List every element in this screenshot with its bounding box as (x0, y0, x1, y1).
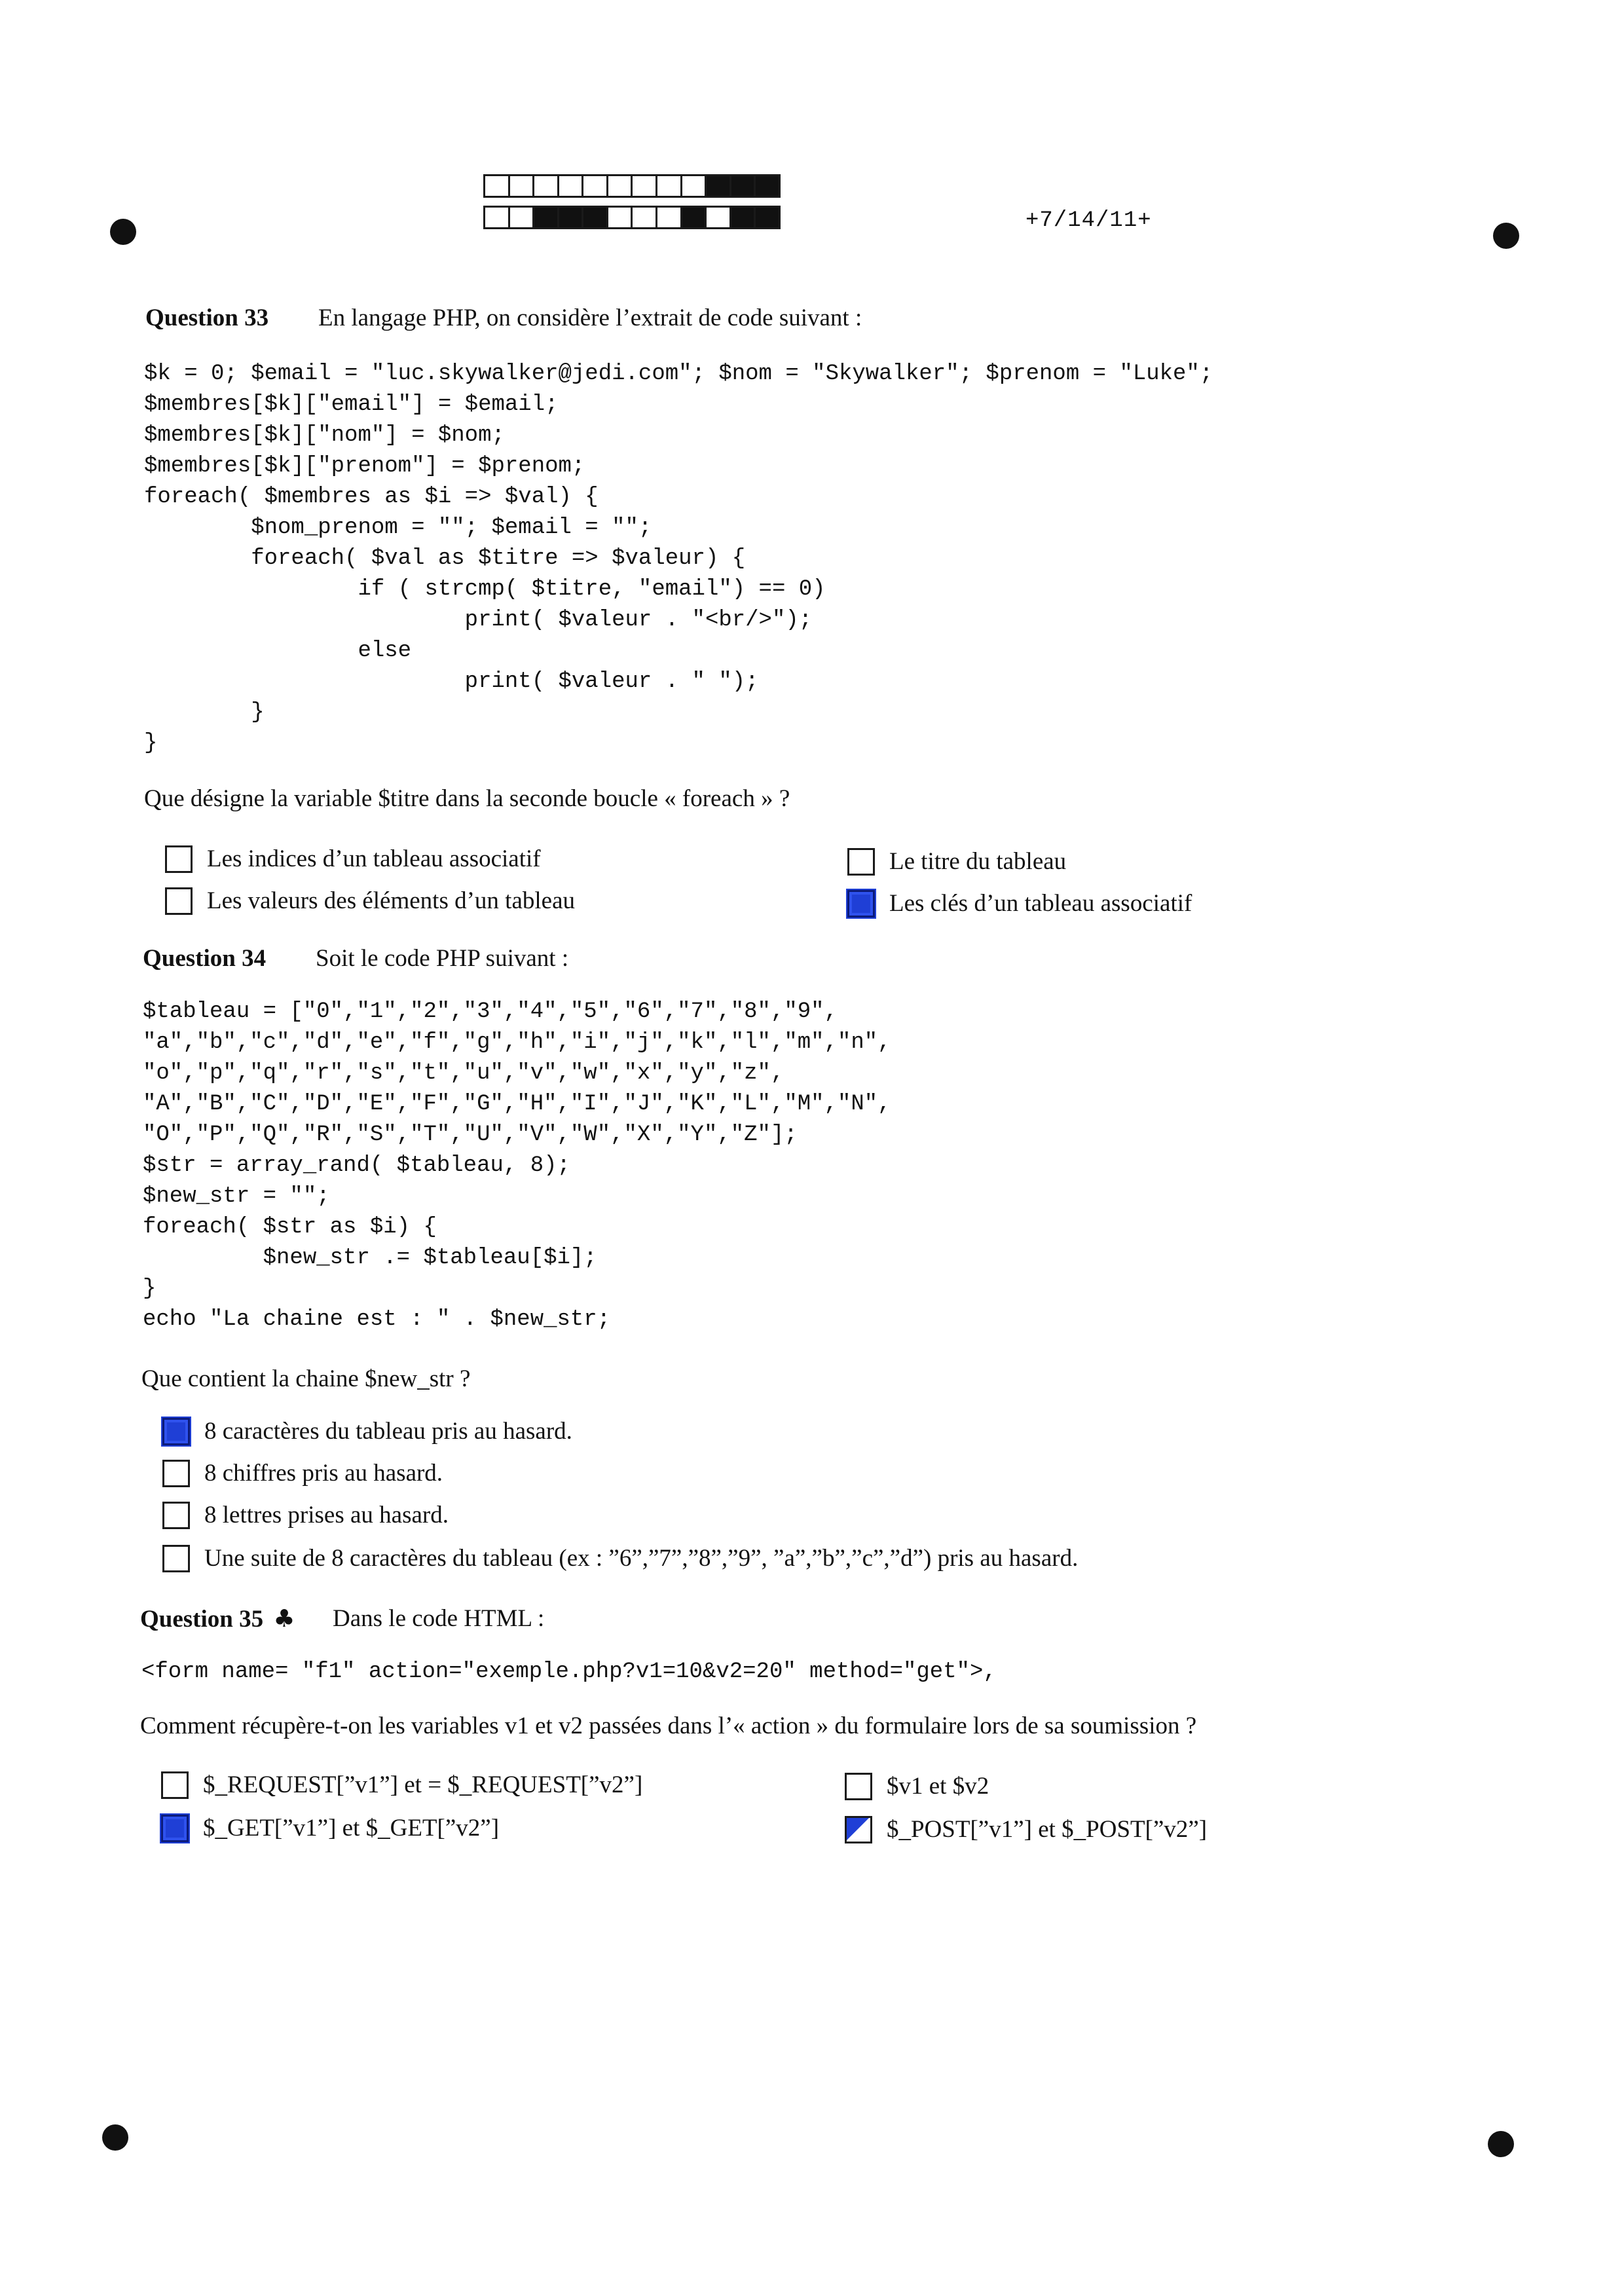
answer-checkbox[interactable] (165, 887, 193, 915)
question-35-code: <form name= "f1" action="exemple.php?v1=10&v2=20" method="get">, (141, 1659, 997, 1684)
barcode-cell (680, 174, 705, 198)
barcode-cell (532, 174, 557, 198)
option-label: Les clés d’un tableau associatif (889, 890, 1192, 917)
question-34-option-4[interactable] (162, 1544, 1078, 1572)
barcode-cell (705, 174, 729, 198)
question-35-option-1[interactable] (161, 1771, 642, 1799)
question-33-prompt: Que désigne la variable $titre dans la seconde boucle « foreach » ? (144, 785, 790, 812)
option-label: $_REQUEST[”v1”] et = $_REQUEST[”v2”] (203, 1771, 643, 1798)
barcode-cell (557, 174, 582, 198)
barcode-cell (655, 206, 680, 229)
barcode-cell (729, 174, 754, 198)
question-label: Question 35 (140, 1606, 264, 1633)
answer-checkbox[interactable] (161, 1815, 189, 1842)
question-33-code: $k = 0; $email = "luc.skywalker@jedi.com"; $nom = "Skywalker"; $prenom = "Luke"; $membres[$k]["email"] = $email; $membres[$k]["nom"] = $nom; $membres[$k]["prenom"] = $prenom; foreach( $membres as $i => $val) { $nom_prenom = ""; $email = ""; foreach( $val as $titre => $valeur) { if ( strcmp( $titre, "email") == 0) print( $valeur . "<br/>"); else print( $valeur . " "); } } (144, 361, 1213, 756)
barcode-cell (532, 206, 557, 229)
question-label: Question 34 (143, 945, 267, 972)
answer-checkbox[interactable] (847, 848, 875, 876)
answer-checkbox[interactable] (845, 1773, 872, 1800)
question-33-option-4[interactable] (847, 889, 1192, 917)
barcode-cell (754, 206, 781, 229)
question-34-code: $tableau = ["0","1","2","3","4","5","6","7","8","9", "a","b","c","d","e","f","g","h","i","j","k","l","m","n", "o","p","q","r","s","t","u","v","w","x","y","z", "A","B","C","D","E","F","G","H","I","J","K","L","M","N", "O","P","Q","R","S","T","U","V","W","X","Y","Z"]; $str = array_rand( $tableau, 8); $new_str = ""; foreach( $str as $i) { $new_str .= $tableau[$i]; } echo "La chaine est : " . $new_str; (143, 999, 891, 1332)
barcode-cell (680, 206, 705, 229)
question-33-option-3[interactable] (847, 847, 1066, 876)
question-33-option-2[interactable] (165, 887, 575, 915)
barcode-cell (508, 174, 533, 198)
barcode-cell (754, 174, 781, 198)
page-code: +7/14/11+ (1025, 208, 1152, 233)
question-34-intro: Soit le code PHP suivant : (316, 945, 569, 972)
page-barcode-row-2 (483, 206, 781, 229)
barcode-cell (655, 174, 680, 198)
question-33-title (145, 304, 268, 332)
barcode-cell (483, 174, 508, 198)
option-label: Les indices d’un tableau associatif (207, 845, 541, 872)
question-35-option-2[interactable] (161, 1814, 499, 1842)
option-label: 8 chiffres pris au hasard. (204, 1460, 443, 1487)
registration-mark-bottom-left (102, 2124, 128, 2151)
answer-checkbox[interactable] (162, 1502, 190, 1529)
barcode-cell (631, 206, 655, 229)
question-35-intro: Dans le code HTML : (333, 1605, 545, 1632)
option-label: $v1 et $v2 (887, 1773, 989, 1800)
question-35-title (140, 1604, 295, 1633)
option-label: Le titre du tableau (889, 848, 1067, 875)
option-label: $_POST[”v1”] et $_POST[”v2”] (887, 1816, 1208, 1843)
question-35-option-4[interactable] (845, 1815, 1207, 1843)
barcode-cell (705, 206, 729, 229)
question-34-prompt: Que contient la chaine $new_str ? (141, 1365, 471, 1392)
question-34-option-2[interactable] (162, 1459, 443, 1487)
question-34-title (143, 944, 266, 972)
question-33-intro: En langage PHP, on considère l’extrait de code suivant : (318, 305, 862, 331)
barcode-cell (508, 206, 533, 229)
option-label: Une suite de 8 caractères du tableau (ex : ”6”,”7”,”8”,”9”, ”a”,”b”,”c”,”d”) pris au hasard. (204, 1545, 1079, 1572)
barcode-cell (581, 206, 606, 229)
registration-mark-bottom-right (1488, 2131, 1514, 2157)
barcode-cell (606, 206, 631, 229)
answer-checkbox[interactable] (847, 890, 875, 917)
option-label: 8 caractères du tableau pris au hasard. (204, 1418, 572, 1445)
page-barcode-row-1 (483, 174, 781, 198)
question-34-option-3[interactable] (162, 1501, 449, 1529)
answer-checkbox[interactable] (162, 1545, 190, 1572)
question-35-prompt: Comment récupère-t-on les variables v1 et v2 passées dans l’« action » du formulaire lors de sa soumission ? (140, 1713, 1197, 1739)
barcode-cell (606, 174, 631, 198)
option-label: Les valeurs des éléments d’un tableau (207, 887, 575, 914)
option-label: 8 lettres prises au hasard. (204, 1502, 449, 1528)
registration-mark-top-right (1493, 223, 1519, 249)
barcode-cell (581, 174, 606, 198)
club-icon: ♣ (273, 1604, 295, 1633)
barcode-cell (557, 206, 582, 229)
answer-checkbox[interactable] (161, 1771, 189, 1799)
registration-mark-top-left (110, 219, 136, 245)
question-34-option-1[interactable] (162, 1417, 572, 1445)
question-33-option-1[interactable] (165, 845, 541, 873)
question-label: Question 33 (145, 305, 269, 331)
option-label: $_GET[”v1”] et $_GET[”v2”] (203, 1815, 500, 1842)
question-35-option-3[interactable] (845, 1772, 989, 1800)
barcode-cell (631, 174, 655, 198)
barcode-cell (483, 206, 508, 229)
answer-checkbox[interactable] (165, 845, 193, 873)
answer-checkbox[interactable] (162, 1418, 190, 1445)
answer-checkbox[interactable] (845, 1816, 872, 1843)
barcode-cell (729, 206, 754, 229)
answer-checkbox[interactable] (162, 1460, 190, 1487)
